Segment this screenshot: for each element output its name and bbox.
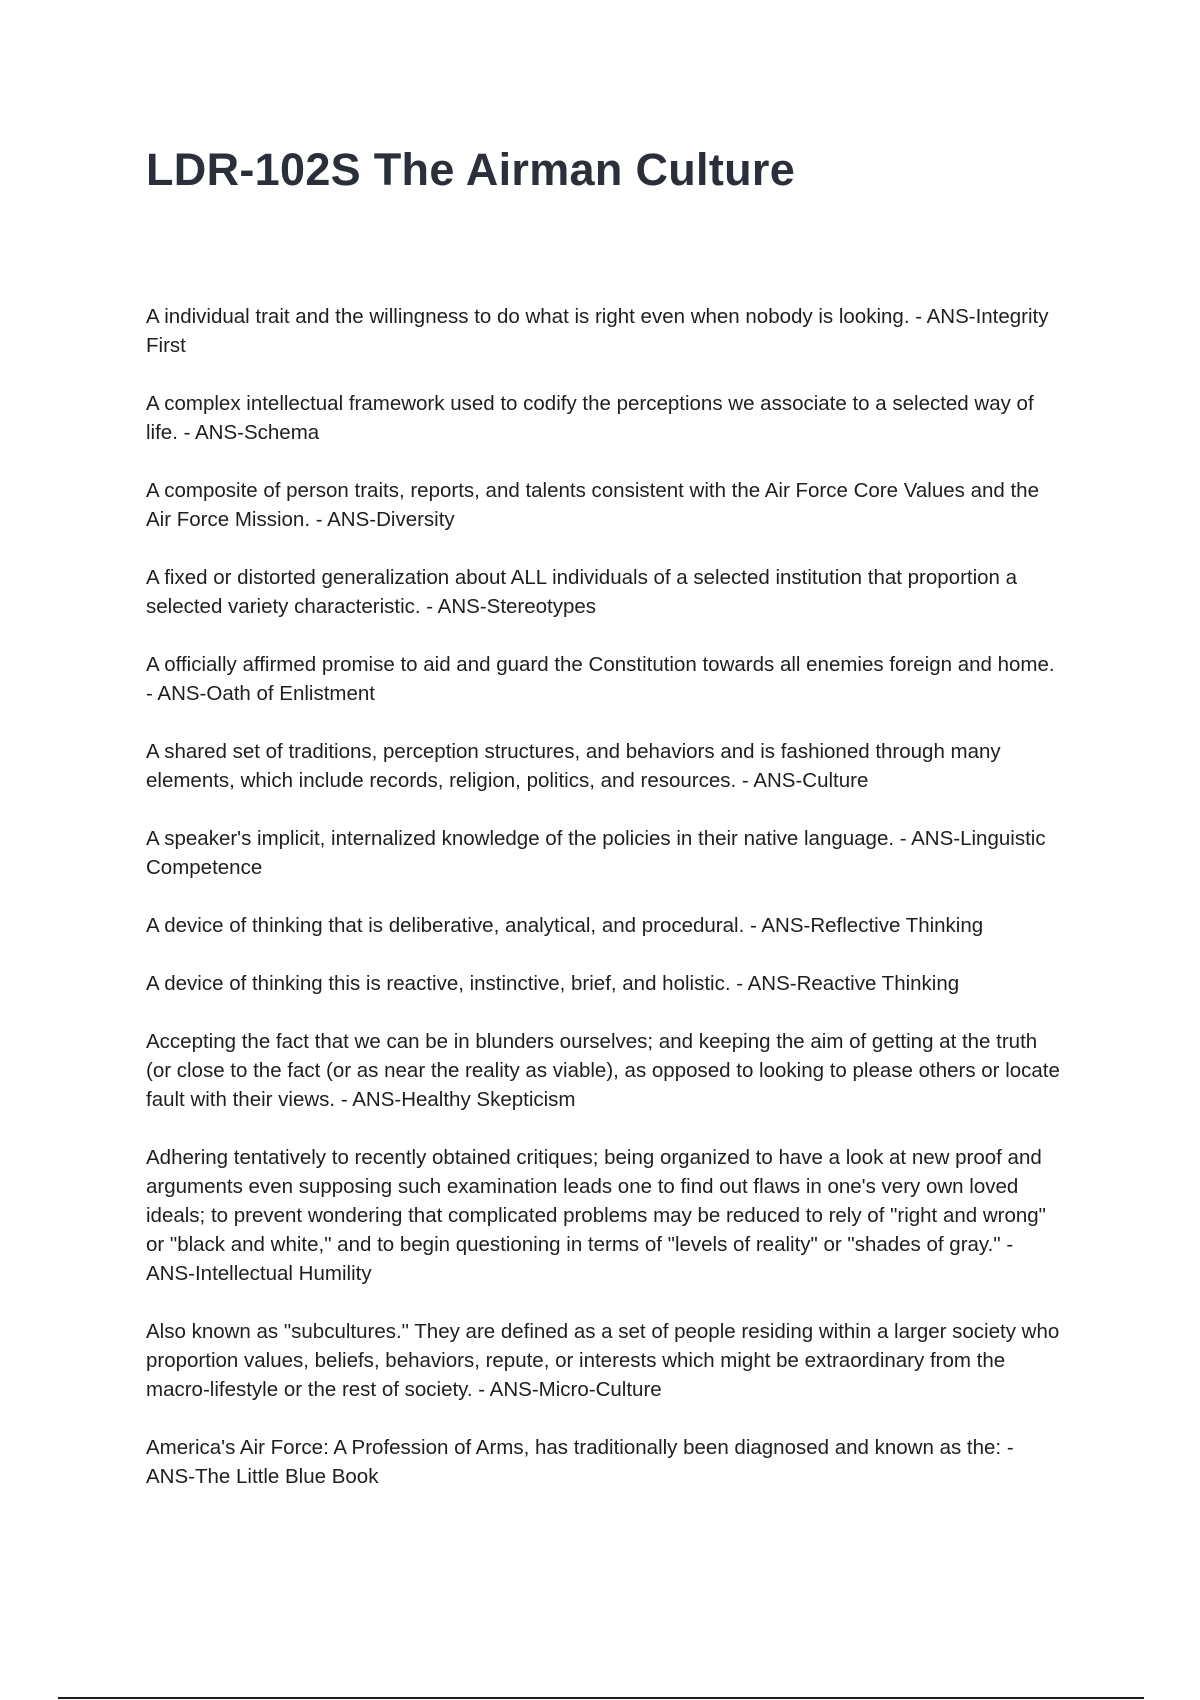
flashcard-entry: Adhering tentatively to recently obtained critiques; being organized to have a look at new proof and arguments even supposing such examination leads one to find out flaws in one's very own loved ideals; to prevent wondering that complicated problems may be reduced to rely of "right and wrong" or "black and white," and to begin questioning in terms of "levels of reality" or "shades of gray." - ANS-Intellectual Humility — [146, 1146, 1046, 1285]
flashcard-entry: A fixed or distorted generalization about ALL individuals of a selected institution that proportion a selected variety characteristic. - ANS-Stereotypes — [146, 566, 1018, 618]
flashcard-entry: A officially affirmed promise to aid and guard the Constitution towards all enemies foreign and home. - ANS-Oath of Enlistment — [146, 653, 1055, 705]
page-title: LDR-102S The Airman Culture — [146, 144, 796, 195]
flashcard-entry: America's Air Force: A Profession of Arms, has traditionally been diagnosed and known as the: - ANS-The Little Blue Book — [146, 1436, 1014, 1488]
flashcard-entry: A composite of person traits, reports, and talents consistent with the Air Force Core Values and the Air Force Mission. - ANS-Diversity — [146, 479, 1039, 531]
flashcard-list — [146, 302, 1066, 1520]
flashcard-entry: A speaker's implicit, internalized knowledge of the policies in their native language. - ANS-Linguistic Competence — [146, 827, 1046, 879]
flashcard-entry: A complex intellectual framework used to codify the perceptions we associate to a selected way of life. - ANS-Schema — [146, 392, 1034, 444]
flashcard-entry: A device of thinking that is deliberative, analytical, and procedural. - ANS-Reflective Thinking — [146, 914, 984, 937]
flashcard-entry: Accepting the fact that we can be in blunders ourselves; and keeping the aim of getting at the truth (or close to the fact (or as near the reality as viable), as opposed to looking to please others or locate fault with their views. - ANS-Healthy Skepticism — [146, 1030, 1060, 1111]
footer-divider — [58, 1697, 1144, 1699]
flashcard-entry: Also known as "subcultures." They are defined as a set of people residing within a larger society who proportion values, beliefs, behaviors, repute, or interests which might be extraordinary from the macro-lifestyle or the rest of society. - ANS-Micro-Culture — [146, 1320, 1060, 1401]
flashcard-entry: A device of thinking this is reactive, instinctive, brief, and holistic. - ANS-Reactive Thinking — [146, 972, 960, 995]
flashcard-entry: A shared set of traditions, perception structures, and behaviors and is fashioned through many elements, which include records, religion, politics, and resources. - ANS-Culture — [146, 740, 1001, 792]
flashcard-entry: A individual trait and the willingness to do what is right even when nobody is looking. - ANS-Integrity First — [146, 305, 1049, 357]
